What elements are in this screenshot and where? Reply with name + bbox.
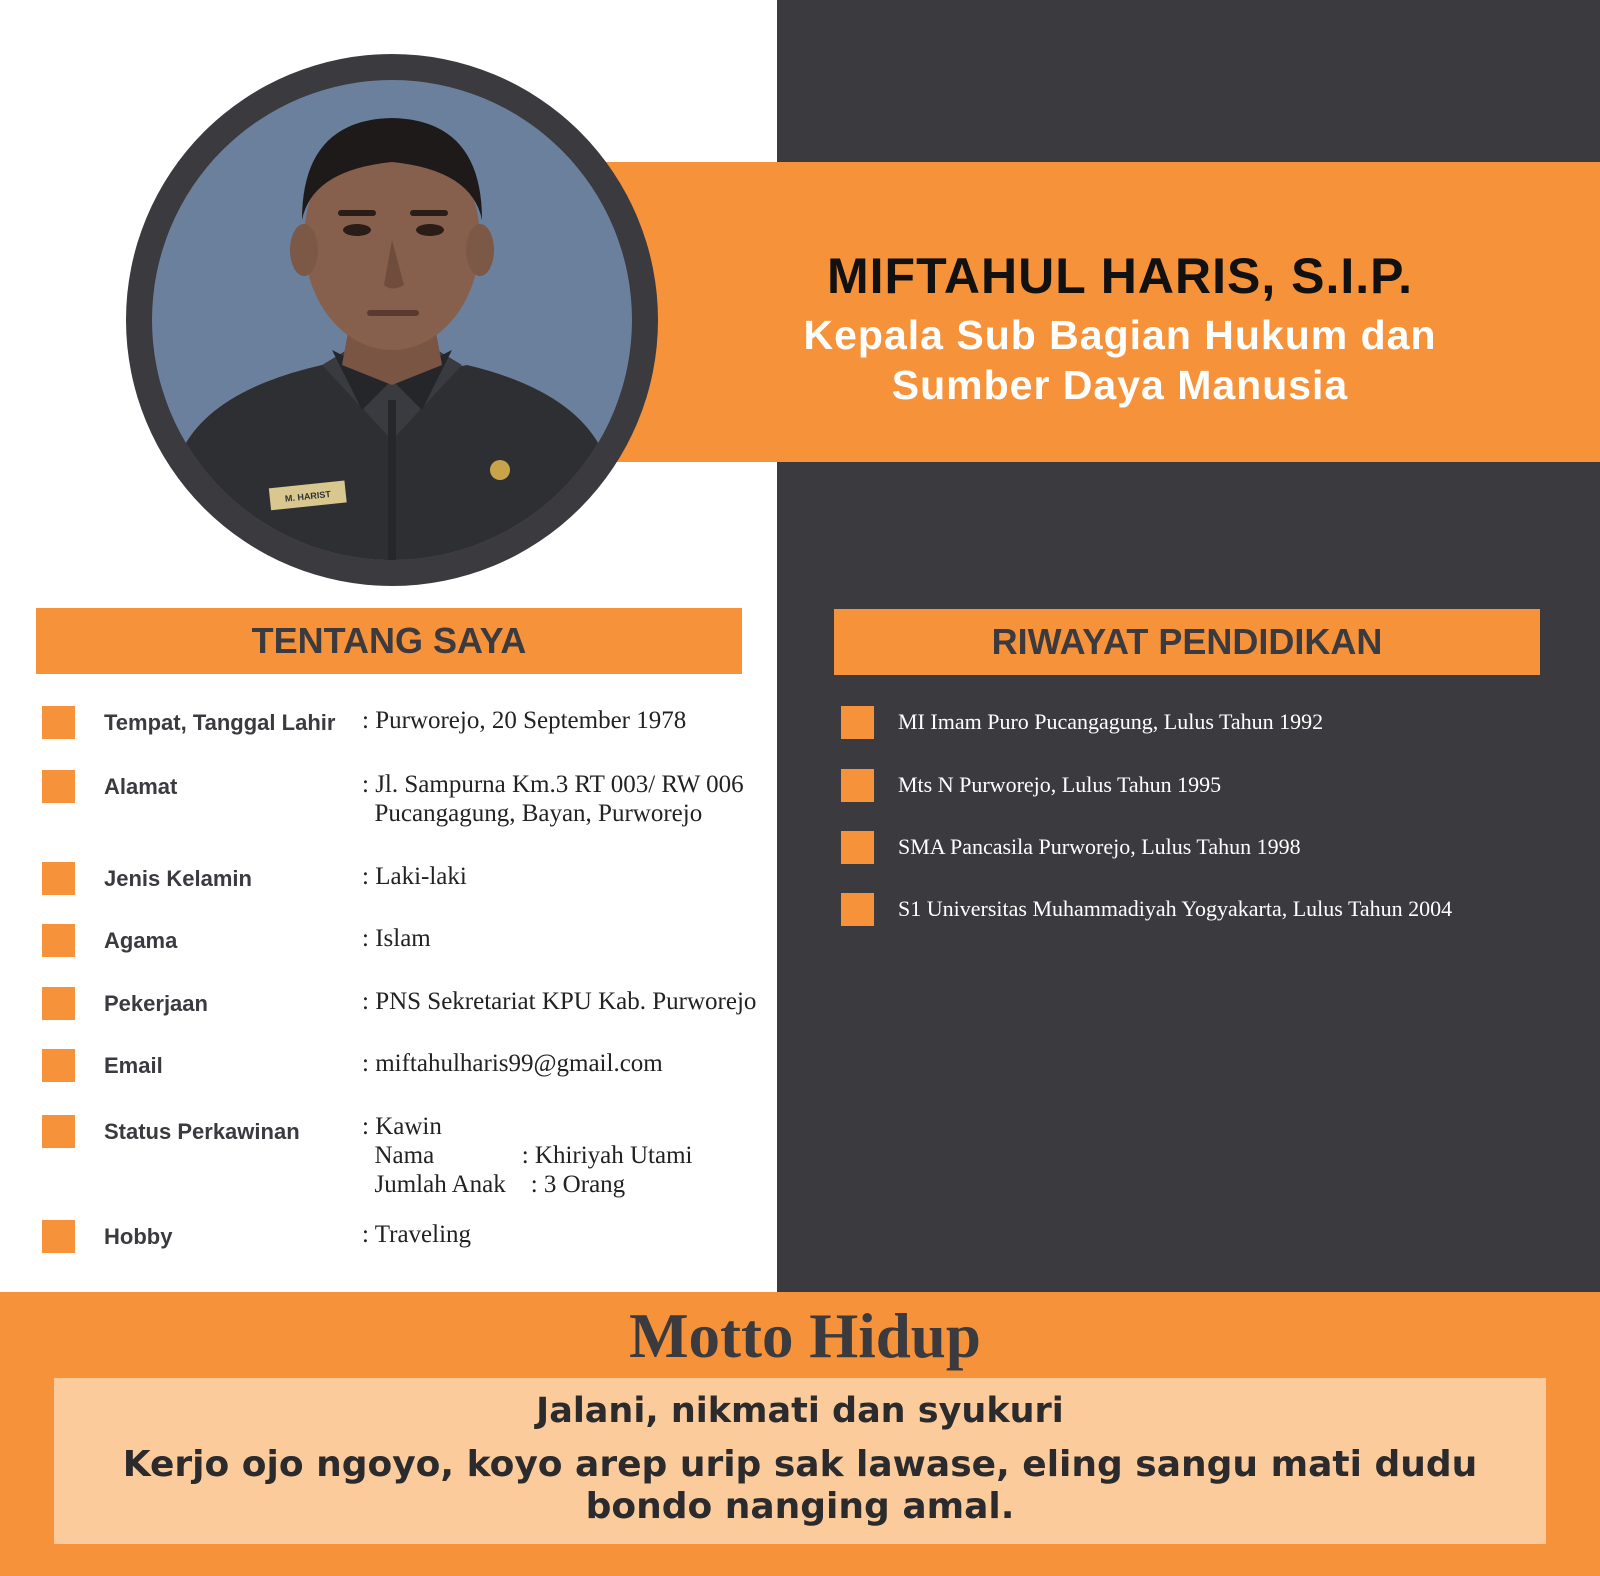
about-value-marital: : Kawin Nama : Khiriyah Utami Jumlah Anak : 3 Orang (362, 1113, 693, 1198)
motto-line-1: Jalani, nikmati dan syukuri (536, 1391, 1064, 1431)
about-label-birth: Tempat, Tanggal Lahir (104, 710, 336, 735)
profile-photo (152, 80, 632, 560)
about-label-marital: Status Perkawinan (104, 1119, 300, 1144)
bullet-icon (42, 987, 75, 1020)
education-item: MI Imam Puro Pucangagung, Lulus Tahun 1992 (898, 709, 1324, 734)
about-label-address: Alamat (104, 774, 178, 799)
about-label-job: Pekerjaan (104, 991, 208, 1016)
bullet-icon (42, 924, 75, 957)
education-item: SMA Pancasila Purworejo, Lulus Tahun 1998 (898, 834, 1301, 859)
name-badge-text: M. HARIST (284, 489, 332, 504)
about-value-gender: : Laki-laki (362, 863, 467, 890)
bullet-icon (42, 1220, 75, 1253)
about-value-email: : miftahulharis99@gmail.com (362, 1050, 663, 1077)
job-title (730, 310, 1510, 410)
person-illustration (152, 80, 632, 560)
person-name: MIFTAHUL HARIS, S.I.P. (827, 248, 1413, 304)
bullet-icon (42, 862, 75, 895)
about-value-address: : Jl. Sampurna Km.3 RT 003/ RW 006 Pucangagung, Bayan, Purworejo (362, 771, 744, 827)
bullet-icon (841, 706, 874, 739)
bullet-icon (42, 770, 75, 803)
about-heading: TENTANG SAYA (36, 608, 742, 674)
job-title-line-2: Sumber Daya Manusia (891, 362, 1349, 408)
about-label-gender: Jenis Kelamin (104, 866, 252, 891)
bullet-icon (42, 1115, 75, 1148)
motto-line-2: Kerjo ojo ngoyo, koyo arep urip sak lawase, eling sangu mati dudu bondo nanging amal. (122, 1444, 1478, 1527)
about-value-birth: : Purworejo, 20 September 1978 (362, 707, 687, 734)
bullet-icon (42, 1049, 75, 1082)
education-item: S1 Universitas Muhammadiyah Yogyakarta, Lulus Tahun 2004 (898, 896, 1453, 921)
bullet-icon (42, 706, 75, 739)
bullet-icon (841, 831, 874, 864)
about-value-religion: : Islam (362, 925, 431, 952)
education-item: Mts N Purworejo, Lulus Tahun 1995 (898, 772, 1222, 797)
about-label-hobby: Hobby (104, 1224, 173, 1249)
about-label-email: Email (104, 1053, 163, 1078)
education-heading: RIWAYAT PENDIDIKAN (834, 609, 1540, 675)
bullet-icon (841, 769, 874, 802)
job-title-line-1: Kepala Sub Bagian Hukum dan (803, 312, 1437, 358)
about-value-job: : PNS Sekretariat KPU Kab. Purworejo (362, 988, 757, 1015)
about-label-religion: Agama (104, 928, 178, 953)
motto-title: Motto Hidup (629, 1301, 981, 1371)
about-value-hobby: : Traveling (362, 1221, 472, 1248)
bullet-icon (841, 893, 874, 926)
